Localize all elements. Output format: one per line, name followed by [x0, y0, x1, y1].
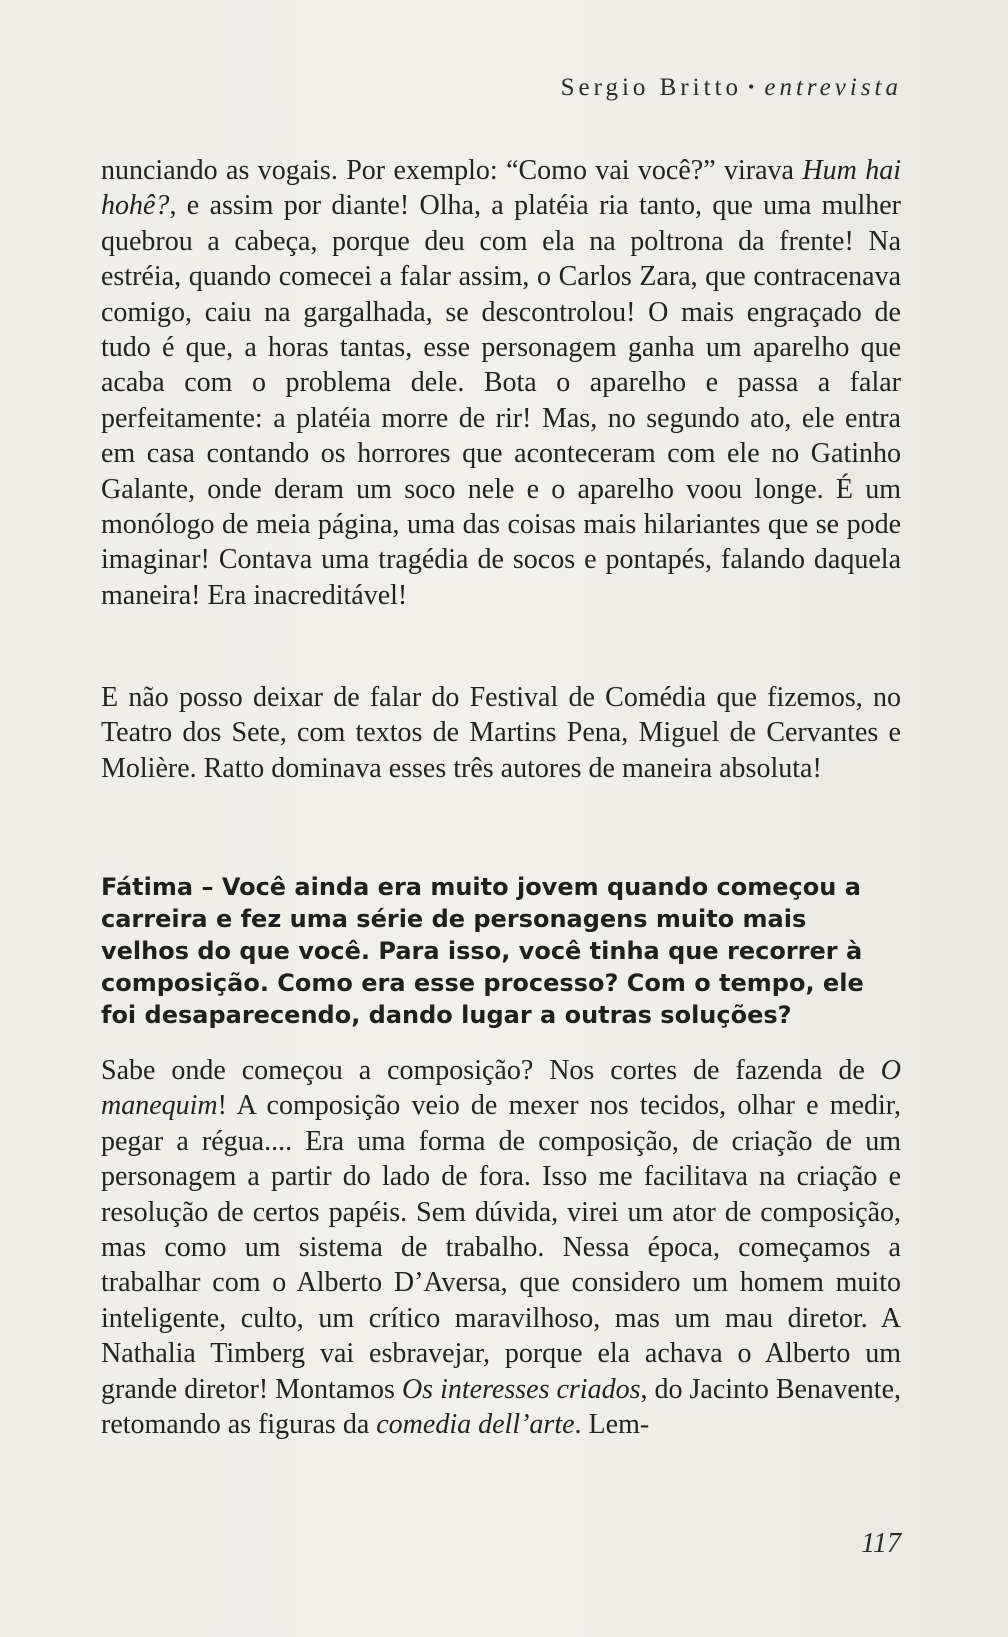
page-number: 117 [861, 1528, 901, 1559]
question-text: Você ainda era muito jovem quando começou a carreira e fez uma série de personagens muito mais velhos do que você. Para isso, você tinha que recorrer à composição. Como era esse processo? Com o tempo, ele foi desaparecendo, dando lugar a outras soluções? [101, 873, 864, 1029]
interview-question [101, 871, 901, 1031]
header-author: Sergio Britto [560, 74, 743, 101]
text-run: , e assim por diante! Olha, a platéia ria tanto, que uma mulher quebrou a cabeça, porque deu com ela na poltrona da frente! Na estréia, quando comecei a falar assim, o Carlos Zara, que contracenava comigo, caiu na gargalhada, se descontrolou! O mais engraçado de tudo é que, a horas tantas, esse personagem ganha um aparelho que acaba com o problema dele. Bota o aparelho e passa a falar perfeitamente: a platéia morre de rir! Mas, no segundo ato, ele entra em casa contando os horrores que aconteceram com ele no Gatinho Galante, onde deram um soco nele e o aparelho voou longe. É um monólogo de meia página, uma das coisas mais hilariantes que se pode imaginar! Contava uma tragédia de socos e pontapés, falando daquela maneira! Era inacreditável! [101, 190, 901, 611]
text-run: , do Jacinto Benavente, retomando as figuras da [101, 1373, 901, 1441]
header-section: entrevista [764, 74, 902, 101]
text-run: nunciando as vogais. Por exemplo: “Como vai você?” virava [101, 155, 803, 186]
italic-text: Os interesses criados [401, 1373, 641, 1405]
paragraph-3 [101, 1053, 901, 1442]
question-speaker: Fátima [101, 873, 194, 901]
text-run: E não posso deixar de falar do Festival de Comédia que fizemos, no Teatro dos Sete, com textos de Martins Pena, Miguel de Cervantes e Molière. Ratto dominava esses três autores de maneira absoluta! [101, 682, 901, 784]
question-dash: – [193, 873, 222, 901]
text-run: Sabe onde começou a composição? Nos cortes de fazenda de [101, 1055, 881, 1086]
paragraph-1 [101, 153, 901, 613]
running-header [561, 74, 902, 102]
italic-text: Hum hai hohê? [101, 155, 901, 222]
italic-text: O manequim [101, 1055, 901, 1122]
paragraph-2 [101, 680, 901, 786]
italic-text: comedia dell’arte [376, 1409, 575, 1441]
text-run: ! A composição veio de mexer nos tecidos, olhar e medir, pegar a régua.... Era uma forma de composição, de criação de um personagem a partir do lado de fora. Isso me facilitava na criação e resolução de certos papéis. Sem dúvida, virei um ator de composição, mas como um sistema de trabalho. Nessa época, começamos a trabalhar com o Alberto D’Aversa, que considero um homem muito inteligente, culto, um crítico maravilhoso, mas um mau diretor. A Nathalia Timberg vai esbravejar, porque ela achava o Alberto um grande diretor! Montamos [101, 1090, 901, 1405]
header-separator-icon: • [748, 77, 759, 97]
text-run: . Lem- [574, 1409, 650, 1441]
